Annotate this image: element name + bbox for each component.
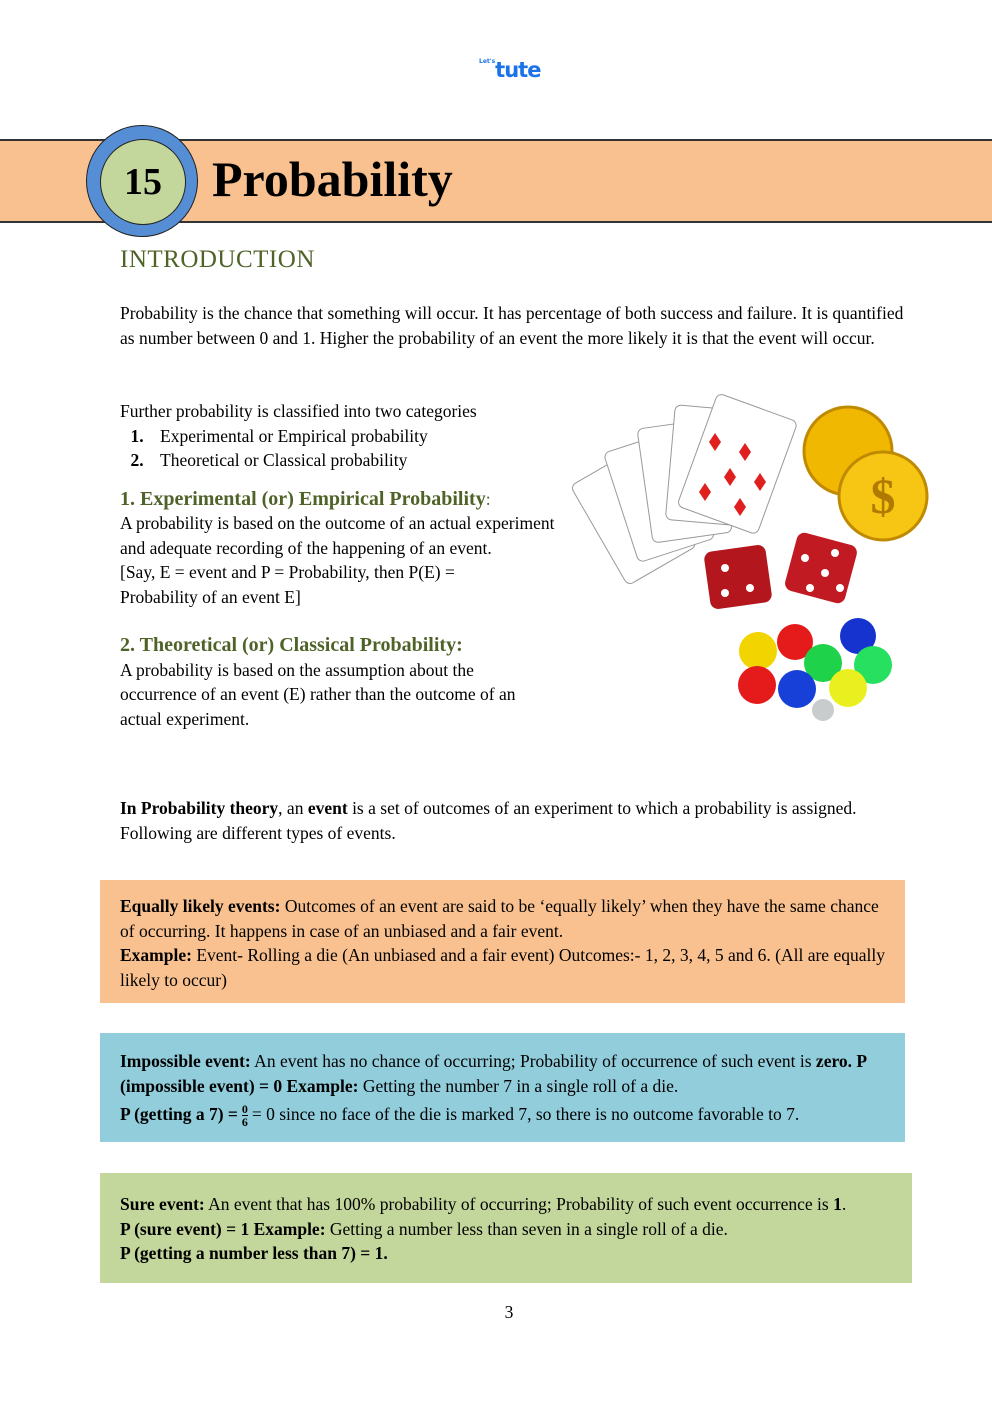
svg-text:$: $ bbox=[870, 468, 896, 524]
fraction bbox=[242, 1103, 248, 1128]
theoretical-heading: 2. Theoretical (or) Classical Probability: bbox=[120, 634, 463, 656]
box-label: Impossible event: bbox=[120, 1051, 251, 1071]
bold-text: event bbox=[307, 798, 348, 818]
bold-text: In Probability theory bbox=[120, 798, 279, 818]
text: . bbox=[841, 1194, 847, 1214]
theoretical-body: A probability is based on the assumption about the occurrence of an event (E) rather than the outcome of an actual experiment. bbox=[120, 659, 516, 729]
impossible-event-box bbox=[100, 1033, 905, 1142]
dice-image bbox=[703, 531, 858, 610]
bold-text: P (getting a number less than 7) = 1. bbox=[120, 1243, 388, 1263]
text: is a set of outcomes of an experiment to which a probability is assigned. Following are different types of events. bbox=[120, 798, 857, 843]
category-item: 1. Experimental or Empirical probability bbox=[148, 424, 560, 449]
experimental-body: A probability is based on the outcome of an actual experiment and adequate recording of the happening of an event. bbox=[120, 513, 555, 558]
numerator: 0 bbox=[241, 1102, 248, 1117]
chapter-title: Probability bbox=[212, 151, 453, 207]
colon: : bbox=[485, 488, 491, 509]
box-text: An event has no chance of occurring; Probability of occurrence of such event is bbox=[250, 1051, 816, 1071]
intro-heading: INTRODUCTION bbox=[120, 246, 315, 273]
box-text: = 0 since no face of the die is marked 7, so there is no outcome favorable to 7. bbox=[251, 1104, 800, 1124]
logo-small: Let's bbox=[479, 58, 496, 65]
box-label: Equally likely events: bbox=[120, 896, 281, 916]
chapter-number: 15 bbox=[100, 139, 186, 225]
event-definition bbox=[120, 796, 910, 845]
classified-text: Further probability is classified into two categories bbox=[120, 401, 477, 421]
box-label: Sure event: bbox=[120, 1194, 205, 1214]
equally-likely-box bbox=[100, 880, 905, 1003]
box-text: Outcomes of an event are said to be ‘equally likely’ when they have the same chance of occurring. It happens in case of an unbiased and a fair event. bbox=[120, 896, 879, 941]
categories-list bbox=[130, 424, 560, 473]
experimental-heading: 1. Experimental (or) Empirical Probability bbox=[120, 487, 486, 510]
formula-label: P (getting a 7) = bbox=[120, 1104, 238, 1124]
logo bbox=[479, 58, 540, 82]
bold-text: 1 bbox=[833, 1194, 842, 1214]
page-number: 3 bbox=[504, 1302, 514, 1322]
experimental-note: [Say, E = event and P = Probability, then P(E) = Probability of an event E] bbox=[120, 562, 455, 607]
bold-text: zero. P (impossible event) = 0 Example: bbox=[120, 1051, 867, 1096]
intro-paragraph: Probability is the chance that something will occur. It has percentage of both success and failure. It is quantified as number between 0 and 1. Higher the probability of an event the more likely it is that the event will occur. bbox=[120, 303, 904, 348]
denominator: 6 bbox=[241, 1115, 248, 1130]
probability-illustration bbox=[565, 388, 935, 728]
box-text: Getting a number less than seven in a single roll of a die. bbox=[325, 1218, 728, 1239]
sure-event-box bbox=[100, 1173, 912, 1283]
box-text: Getting the number 7 in a single roll of a die. bbox=[358, 1075, 679, 1096]
categories-section bbox=[120, 399, 560, 731]
text: , an bbox=[278, 798, 308, 818]
balls-image bbox=[738, 618, 892, 721]
example-text: Event- Rolling a die (An unbiased and a fair event) Outcomes:- 1, 2, 3, 4, 5 and 6. (All are equally likely to occur) bbox=[120, 945, 885, 990]
bold-text: P (sure event) = 1 Example: bbox=[120, 1218, 326, 1239]
coins-image bbox=[804, 407, 927, 540]
category-item: 2. Theoretical or Classical probability bbox=[148, 448, 560, 473]
example-label: Example: bbox=[120, 945, 192, 965]
logo-text: tute bbox=[495, 58, 541, 82]
box-text: An event that has 100% probability of occurring; Probability of such event occurrence is bbox=[204, 1194, 834, 1214]
